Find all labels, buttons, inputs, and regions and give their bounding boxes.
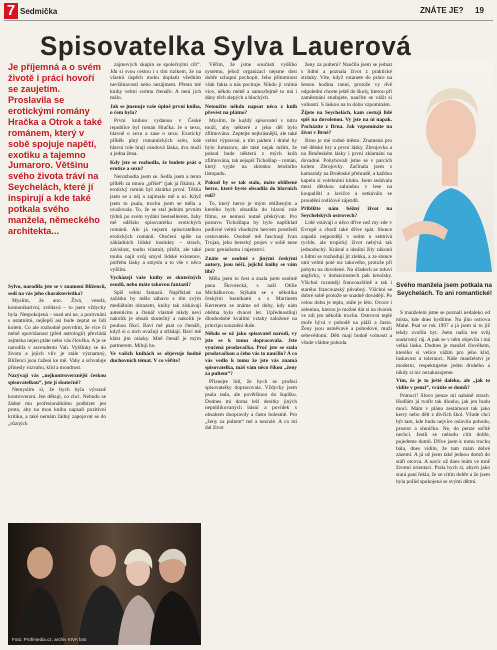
text-column-5: [396, 310, 490, 644]
interview-answer: ženy za pultem? Naučila jsem se jednat s lidmi a poznala život z praktické stránky. Víte, když vstanete do práce na šestou hodinu ranní, protože vy dvě odpolední chcete ještě do školy, kterou při zaměstnání studujete, naučíte se vážit si volnosti. S láskou na tu dobu vzpomínám.: [301, 62, 392, 108]
interview-question: Přibližte nám běžný život na Seychelských ostrovech?: [301, 206, 392, 219]
interview-question: Někdo se už jako spisovatel narodí, vy jste se k tomu dopracovala. Jste vyučená prodavačka. Proč jste se stala prodavačkou a čeho vás to naučilo? A co vás vedlo k tomu že jste vás znamá spisovatelka, máš vám něco říkou „ženy za pultem“?: [205, 331, 297, 378]
interview-question: Nazývají vás „nejkontroverznější českou spisovatelkou“, jste jí skutečně?: [8, 373, 106, 386]
article-lead: Je příjemná a o svém životě i práci hovoří se zaujetím. Proslavila se erotickými romány Hračka a Otrok a také románem, který v sobě spojuje napětí, exotiku a tajemno Jumaroro. Většinu svého života tráví na Seychelách, které jí inspirují a kde také potkala svého manžela, německého architekta...: [8, 62, 102, 237]
interview-answer: Nerozhodla jsem se. Sedla jsem a tento příběh za mnou „přišel“ (jak já říkám). A erotický román byl zkrátka první. Těšila jsem se z něj a zajímalo mě u ní. Když jsem to psala, trochu jsem se měla a uvažovala. To, že se stal jedním prvním týdnů po svém vydání bestsellerem, žaby mě udělalo spisovatelku erotických románů. Ale já nejsem spisovatelkou erotických románů. Otočení spíše na základních lidské instinkty – strach, závislost, touhu vlastnit, přežít, ale také touhu najít svůj smysl lidské existence, potřebu lásky a smyslu a to vše v něco vyšším.: [110, 174, 201, 273]
interview-answer: Brno je mé rodné město. Znamená pro mě dětské hry a první lásky. Zbrojovka a na Brněnském lásky i první zklamání na dovadné. Pohybovali jsme se v parcích kolem Zbrojovky. Začínala jsem s kamarády na Brněnské přehradě, a každou kapelu si volebními klubu. Jsem sedávala mezi dětskou zahradou v lese na koupališti a lavičce a setkáválo se proudění rodičové zájezdů.: [301, 137, 392, 204]
photo-credit: Foto: Profimedia.cz, archiv KIVA foto: [12, 637, 87, 642]
text-column-4: [301, 62, 392, 644]
interview-question: Ve vašich knihách se objevuje hodně duchovních témat. V co věříte?: [110, 351, 201, 364]
interview-answer: Lidé vstávají o něco dříve než my zde v Evropě a chodí také dříve spát. Slunce zapadá nejpozději v sedm a setmívá rychle, ale tropický život nebývá tak jednoduchý. Krásné a ideální žily zákonů s lidmi se rozhodují jít zlehka, a ze slunce umí velmi poté nic takového, protože při pobytu na dovolené. Na úřadech se mluví anglicky, v domácnostech pak kreolsky. Všichni rozumějí francouzštině a tak i starého francouzský půvabný. Všichni se dobré sobě protože se snadně dovádějí. Po celou dobu je teplo, stále je léto. Ovoce i zeleninu, kterou je možné dát si na dvorek ve zdi jen několik trochu. Ostrovní teplé moře bývá v pohodě na pláži a často. Ženy jsou usměvavé a pohodové, muži sebevědomí. Děti mají hodně volnosti a všude vládne pohoda.: [301, 220, 392, 346]
text-column-3: [205, 62, 297, 644]
issue-badge: 7: [4, 3, 18, 19]
interview-answer: Spíš velmi fantazii. Například na začátku by měla zábavu s tím svým mediálním obrazem, knihy tak získávají autenticitu a čtenář vlastně nikdy neví nakolik je obsah skutečný a nakolik je pouhou fikcí. Baví mě psát co čtenáři, když si o nich uvažují a střádají. Baví mě klást jim otázky. Mně čtenář je mým partnerem. Miluji ho.: [110, 289, 201, 349]
interview-question: Netoužíte někdo napsat něco z knih převést na plátno?: [205, 103, 297, 117]
interview-answer: To, který herce je mým oblíbeným a kterého bych obsadila do hlavní role filmu, se nemusí nutně překrývat. Pro postavu Tichošlapa by bylo například podivné velmi vhodným hercem prostředí cestovatele. Osobně mě fascinují Ivan Trojan, jeho herecký projev v sobě nese punc genialismu i tajemství.: [205, 200, 297, 253]
interview-question: Vím, že je to ještě daleko, ale „jak to vidíte v penzi“, vrátíte se domů?: [396, 378, 490, 391]
interview-question: Žijete na Seychelách, kam cestují lidé spíš na dovolenou. Vy jste na ni napak. Pocházíte z Brna. Jak vzpomínáte na život v Brně?: [301, 110, 392, 137]
author-portrait: [396, 62, 494, 272]
interview-answer: Věřím, že jsme součástí vyššího systému, jehož organizací nejsme dost dobře schopni pochopit. Jeho přítomnost však fakta a nás pocituje. Nikdo jí vnímá více, někdo méně a samozřejmě to má i dány těch slepých a hluchých.: [205, 62, 297, 102]
interview-answer: Měla jsem to čest a znala jsem osobně pana Škvorecká, s naší Otilie Michálkovou. Stýkám se s několika českými basníkami a s Martinem Kerrenem se známe od doby, kdy nám oběma bylo dvacet let. Upřednostňuji dlouhodobé kvalitní vztahy založené na principu souznění duše.: [205, 276, 297, 329]
interview-answer: zájmových skupin se společnými cíli“. Jdu si svou cestou i s tím rizikem, že na vlastní úspěch mohu doplatit všedním nevšímavostí nebo nezájmem. Přesto mé knihy velmi svému čtenáře. A není jich málo.: [110, 62, 201, 102]
interview-question: Pokud by se tak stalo, máte oblíbené herce, které byste obsadila do hlavních rolí?: [205, 179, 297, 199]
group-photo: [8, 523, 201, 645]
interview-question: Znáte se osobně s jinými českými autory, jsou něčí, jejichž knihy se vám líbí?: [205, 255, 297, 275]
article-title: Spisovatelka Sylva Lauerová: [40, 31, 412, 61]
interview-question: Jak se jmenuje vaše úplně první kniha, o čem byla?: [110, 103, 201, 117]
portrait-caption: Svého manžela jsem potkala na Seychelách. To ani romantické!: [396, 282, 492, 297]
section-name: Sedmička: [20, 7, 58, 16]
interview-answer: První knihou vydanou v České republice byl román Hračka. Je o sexu, hlavně o sexu a zase o sexu. Exotický příběh plný romantických scén, kde hlavní role hrají osudová láska, dva muži a jedna žena.: [110, 118, 201, 158]
interview-answer: Myslím, že každý spisovatel v nitru touží, aby některé z jeho děl bylo zfilmováno. Zeptejte nejkrásnější, ale také velmi výpravné, a tím pádem i drahé by bylo Jumaroro, ale také nejak tušim, že pokud bude některá z mých knih zfilmována, tak nejspíš Tichošlap – román, který vyjde na sklonku letošního listopadu.: [205, 118, 297, 177]
interview-question: Sylvo, narodila jste se v znamení Blíženců, sedí na vás jeho charakteristika?: [8, 284, 106, 297]
interview-question: Kdy jste se rozhodla, že budete psát o erotice a sexu?: [110, 159, 201, 173]
interview-answer: Přiznejte lidi, že bych se profesi spisovatelky dopracovala. Vždycky jsem psala rada, ale povětšinou do šuplíku. Dodnes mi doma leží desítky jiných nepublikovaných básní a povídek s obsahem doopravdy a často bolestně. Pro „ženy za pultem“ mé a nezralé. A co mi dal život: [205, 378, 297, 432]
section-kicker: ZNÁTE JE?: [420, 6, 464, 15]
page-number: 19: [475, 6, 484, 15]
interview-answer: Nemyslím si, že bych byla výrazně kontroverzní. Jen děkuji, co chci. Nebudu se žádné mu profesionálnímu podbízet jen proto, aby na mou knihu napsali pozitivní kritiku, a také nemám žádný zapojovat se do „různých: [8, 387, 106, 427]
interview-answer: S manželem jsme se poznali nedaleko od místa, kde dnes bydlíme. Na jiho ostrova Mahé. Psal se rok 1997 a já jsem si tu již tehdy zvolila byt. Jsem našla ten svůj soukromý ráj. A pak se v něm objevila i má velká láska. Dodnes je manžel člověkem, kterého si velice vážím pro jeho klid, laskavost a toleranci. Náše manželství je moderní, respektujeme jeden druhého a nikdy si nic nezakazujeme.: [396, 310, 490, 376]
interview-answer: Pomocí! Slovo penze mi naháně strach. Hodlám já tvořit tak dlouho, jak jen budu moci. Mám v plánu zestárnout tak jako kerry nebo děti z dívčích škol. Všude chci být tam, kde budu nejvíce oslavila pohodu, prostor a sluníčko. Ne, do penze určitě nechci. Jestli se nebudu cítit dobře, pojedeme domů. Dříve jsem k tomu trochu bála, dnes vidím, že tam mám dobré zázemí. A já už jsem také jednou domů do stáří otcova. A navíc už dnes mám ve mně životní orientaci. Prala bych si, abych jako stará paní řekla, že se cítím dobře a že jsem byla pořád spokojená se svými dětmi.: [396, 392, 490, 485]
interview-question: Vycházejí vaše knihy ze skutečných osudů, nebo máte takovou fantazii?: [110, 275, 201, 288]
interview-answer: Myslím, že ano. Živá, veselá, komunikativní, zvědavá – to jsem vždycky byla. Nespokojená – snad ani ne, a porovnání s ostatními, nejlepší asi bude zeptat se lidí kolem. Co ale rozhodně potvrdím, že více či méně upovídanost (před astrologií) převládá zejména nejen ptáte nebo vás člověka. A je se narodila v ascendentu Vah. Vyššinky se do života a jejich vlív je stále významný, Blíženci jsou ťaženi ke mě. Vahy a schvaluje přinesly rozvahu, klid a moudrost.: [8, 298, 106, 371]
header-rule: [4, 20, 493, 21]
text-column-2: [110, 62, 201, 520]
text-column-1: [8, 282, 106, 520]
